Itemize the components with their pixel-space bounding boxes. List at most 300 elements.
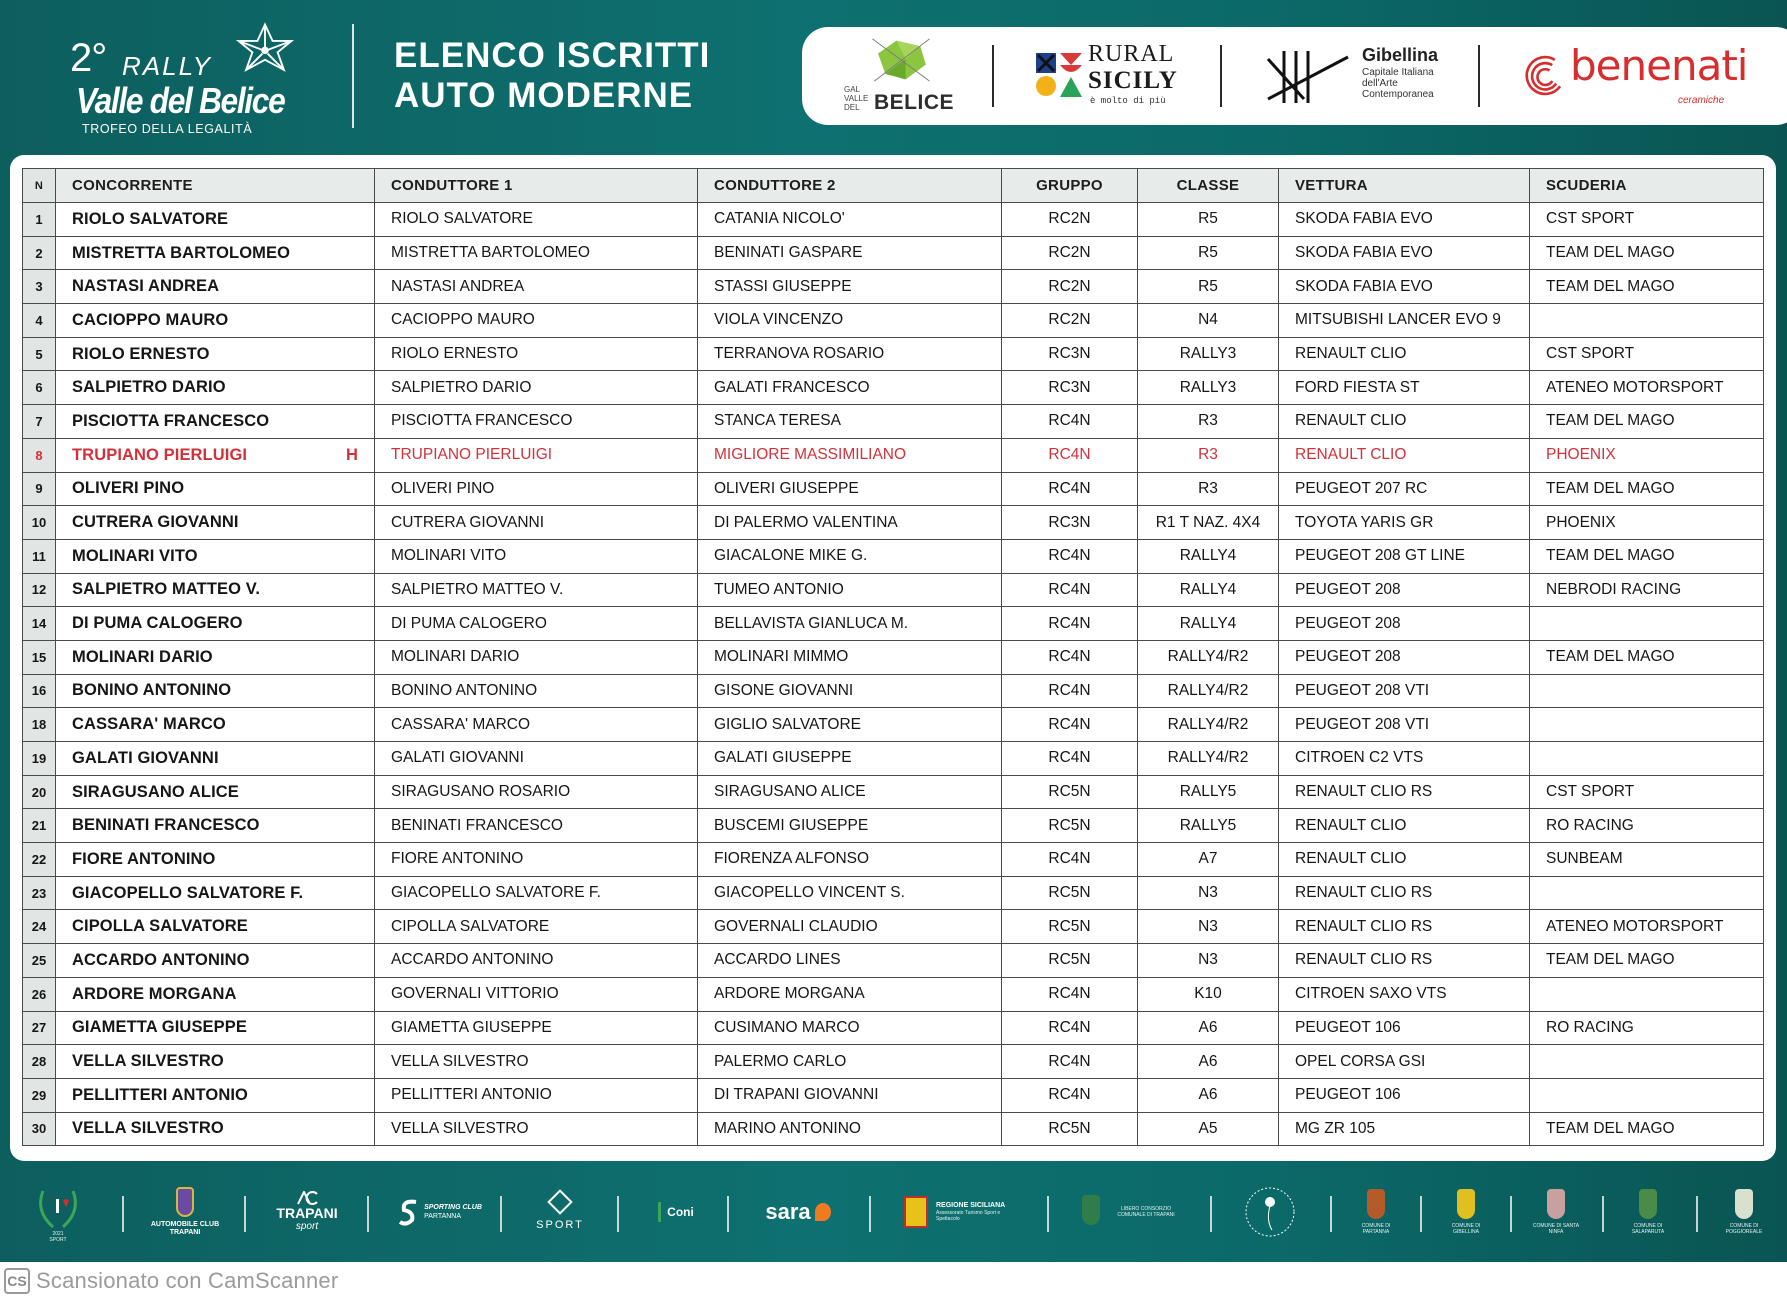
table-row — [23, 405, 1764, 439]
entry-number — [23, 438, 56, 472]
entry-conduttore-1-text: GOVERNALI VITTORIO — [391, 985, 559, 1003]
table-row — [23, 843, 1764, 877]
entry-conduttore-2-text: GIGLIO SALVATORE — [714, 715, 862, 733]
entry-scuderia-text: ATENEO MOTORSPORT — [1546, 378, 1724, 396]
entry-vettura-text: TOYOTA YARIS GR — [1295, 513, 1434, 531]
footer-logo-text: sara — [765, 1199, 811, 1224]
entry-conduttore-2-text: GOVERNALI CLAUDIO — [714, 917, 878, 935]
footer-separator — [367, 1196, 369, 1232]
entry-scuderia-text: TEAM DEL MAGO — [1546, 547, 1675, 565]
footer-logo-text: PARTANNA — [424, 1213, 462, 1220]
entry-conduttore-1 — [375, 236, 698, 270]
entry-conduttore-2 — [698, 775, 1002, 809]
entry-vettura-text: PEUGEOT 208 — [1295, 614, 1401, 632]
entry-conduttore-2 — [698, 876, 1002, 910]
table-row — [23, 304, 1764, 338]
entry-conduttore-1-text: MOLINARI VITO — [391, 547, 507, 565]
entry-scuderia — [1530, 1011, 1764, 1045]
entry-gruppo — [1002, 337, 1138, 371]
footer-separator — [244, 1196, 246, 1232]
entry-concorrente-text: RIOLO ERNESTO — [72, 344, 210, 363]
consorzio-crest-icon — [1082, 1195, 1100, 1225]
footer-separator — [1510, 1196, 1512, 1232]
entry-number-text: 25 — [31, 952, 47, 968]
entry-number — [23, 270, 56, 304]
entry-gruppo — [1002, 607, 1138, 641]
entry-gruppo-text: RC5N — [1048, 884, 1091, 902]
footer-logo-comune-santa-ninfa — [1530, 1174, 1582, 1250]
entry-conduttore-2-text: OLIVERI GIUSEPPE — [714, 479, 859, 497]
entry-scuderia-text: RO RACING — [1546, 1018, 1634, 1036]
entry-conduttore-2-text: ARDORE MORGANA — [714, 985, 865, 1003]
entry-conduttore-2 — [698, 674, 1002, 708]
entry-scuderia — [1530, 1045, 1764, 1079]
entry-conduttore-2 — [698, 1011, 1002, 1045]
entry-scuderia — [1530, 573, 1764, 607]
entry-number — [23, 573, 56, 607]
entry-conduttore-1 — [375, 539, 698, 573]
entry-concorrente — [56, 236, 375, 270]
entry-conduttore-2 — [698, 472, 1002, 506]
entry-scuderia — [1530, 944, 1764, 978]
entry-number-text: 7 — [35, 413, 43, 429]
table-row — [23, 977, 1764, 1011]
entry-number-text: 20 — [31, 784, 47, 800]
entry-conduttore-1-text: ACCARDO ANTONINO — [391, 951, 554, 969]
entry-vettura — [1279, 1011, 1530, 1045]
entry-number-text: 23 — [31, 885, 47, 901]
entry-vettura — [1279, 472, 1530, 506]
entry-conduttore-2-text: MIGLIORE MASSIMILIANO — [714, 446, 907, 464]
entry-gruppo-text: RC2N — [1048, 311, 1091, 329]
footer-logo-comune-partanna — [1350, 1174, 1402, 1250]
entry-scuderia — [1530, 304, 1764, 338]
sponsor-separator — [1220, 45, 1222, 107]
entry-gruppo — [1002, 539, 1138, 573]
page-title-line-1: ELENCO ISCRITTI — [394, 36, 711, 75]
table-row — [23, 944, 1764, 978]
entry-conduttore-2 — [698, 640, 1002, 674]
entry-conduttore-1-text: PISCIOTTA FRANCESCO — [391, 412, 573, 430]
entry-gruppo-text: RC4N — [1048, 715, 1091, 733]
sara-flame-icon — [815, 1203, 831, 1221]
entry-conduttore-2 — [698, 438, 1002, 472]
entry-vettura-text: RENAULT CLIO RS — [1295, 917, 1433, 935]
entry-number-text: 29 — [31, 1087, 47, 1103]
entry-conduttore-1 — [375, 337, 698, 371]
entry-conduttore-1 — [375, 1045, 698, 1079]
entry-vettura-text: PEUGEOT 106 — [1295, 1086, 1401, 1104]
footer-logo-text: COMUNE DI SALAPARUTA — [1631, 1223, 1665, 1235]
entry-gruppo — [1002, 304, 1138, 338]
entry-gruppo-text: RC4N — [1048, 648, 1091, 666]
entry-number-text: 24 — [31, 919, 47, 935]
entry-concorrente — [56, 371, 375, 405]
footer-separator — [727, 1196, 729, 1232]
entry-gruppo-text: RC2N — [1048, 210, 1091, 228]
entry-gruppo — [1002, 944, 1138, 978]
entry-conduttore-1-text: CACIOPPO MAURO — [391, 311, 535, 329]
entry-conduttore-2-text: GIACALONE MIKE G. — [714, 547, 868, 565]
table-row — [23, 1112, 1764, 1146]
entry-vettura-text: SKODA FABIA EVO — [1295, 244, 1433, 262]
entry-vettura-text: RENAULT CLIO RS — [1295, 951, 1433, 969]
table-row — [23, 472, 1764, 506]
entry-classe — [1138, 236, 1279, 270]
entry-gruppo — [1002, 977, 1138, 1011]
entry-conduttore-1 — [375, 472, 698, 506]
entry-gruppo-text: RC4N — [1048, 614, 1091, 632]
page-title-line-2: AUTO MODERNE — [394, 76, 694, 115]
table-row — [23, 438, 1764, 472]
entry-number — [23, 674, 56, 708]
entry-gruppo — [1002, 809, 1138, 843]
column-header-vettura: VETTURA — [1279, 169, 1530, 203]
entry-conduttore-1 — [375, 304, 698, 338]
entry-classe-text: RALLY4/R2 — [1167, 715, 1249, 733]
entry-conduttore-2 — [698, 506, 1002, 540]
entry-gruppo-text: RC4N — [1048, 749, 1091, 767]
entry-number — [23, 843, 56, 877]
entry-scuderia — [1530, 775, 1764, 809]
entry-conduttore-1-text: SIRAGUSANO ROSARIO — [391, 783, 571, 801]
entry-classe — [1138, 944, 1279, 978]
entry-number-text: 22 — [31, 851, 47, 867]
entry-scuderia — [1530, 1078, 1764, 1112]
entry-vettura — [1279, 742, 1530, 776]
entry-scuderia — [1530, 910, 1764, 944]
entry-conduttore-1-text: CIPOLLA SALVATORE — [391, 917, 550, 935]
entry-conduttore-1-text: PELLITTERI ANTONIO — [391, 1086, 552, 1104]
entry-classe-text: RALLY4 — [1179, 580, 1237, 598]
benenati-swirl-icon — [1522, 41, 1568, 113]
benenati-sub: ceramiche — [1678, 95, 1725, 106]
entry-concorrente-text: FIORE ANTONINO — [72, 849, 216, 868]
entry-gruppo — [1002, 371, 1138, 405]
entry-conduttore-1 — [375, 270, 698, 304]
entry-concorrente-text: SIRAGUSANO ALICE — [72, 782, 239, 801]
entry-gruppo — [1002, 506, 1138, 540]
entry-scuderia-text: TEAM DEL MAGO — [1546, 479, 1675, 497]
entry-classe — [1138, 438, 1279, 472]
entry-gruppo-text: RC5N — [1048, 951, 1091, 969]
sporting-s-icon — [398, 1198, 420, 1226]
table-row — [23, 1078, 1764, 1112]
table-header-row — [23, 169, 1764, 203]
entry-list-table — [22, 168, 1764, 1146]
entry-number — [23, 539, 56, 573]
entry-gruppo — [1002, 1045, 1138, 1079]
entry-classe — [1138, 977, 1279, 1011]
aci-crest-icon — [176, 1187, 194, 1217]
entry-classe-text: R5 — [1198, 277, 1218, 295]
laurel-icon — [33, 1181, 83, 1231]
entry-gruppo-text: RC4N — [1048, 1018, 1091, 1036]
entry-scuderia-text: TEAM DEL MAGO — [1546, 244, 1675, 262]
entry-scuderia — [1530, 876, 1764, 910]
entry-concorrente-text: SALPIETRO MATTEO V. — [72, 580, 261, 599]
entry-vettura — [1279, 270, 1530, 304]
entry-conduttore-1 — [375, 876, 698, 910]
entry-concorrente — [56, 944, 375, 978]
entry-gruppo — [1002, 742, 1138, 776]
table-row — [23, 371, 1764, 405]
entry-number — [23, 708, 56, 742]
entry-number — [23, 1078, 56, 1112]
entry-classe — [1138, 1112, 1279, 1146]
entry-classe-text: RALLY4 — [1179, 547, 1237, 565]
entry-classe — [1138, 539, 1279, 573]
entry-scuderia — [1530, 607, 1764, 641]
entry-classe — [1138, 337, 1279, 371]
entry-classe-text: A7 — [1198, 850, 1218, 868]
footer-logo-text: TRAPANI — [276, 1205, 338, 1221]
sponsor-bar — [802, 27, 1787, 125]
footer-logo-automobile-club-trapani — [150, 1174, 220, 1250]
entry-vettura-text: OPEL CORSA GSI — [1295, 1052, 1426, 1070]
entry-classe-text: RALLY5 — [1179, 783, 1237, 801]
rally-edition: 2° — [70, 36, 107, 80]
entry-vettura-text: RENAULT CLIO RS — [1295, 783, 1433, 801]
table-row — [23, 573, 1764, 607]
entry-concorrente — [56, 472, 375, 506]
entry-vettura — [1279, 809, 1530, 843]
table-row — [23, 607, 1764, 641]
entry-conduttore-1-text: NASTASI ANDREA — [391, 277, 525, 295]
entry-number — [23, 405, 56, 439]
entry-classe-text: A6 — [1198, 1086, 1218, 1104]
footer-logo-text: AUTOMOBILE CLUB TRAPANI — [150, 1221, 220, 1236]
entry-conduttore-1-text: SALPIETRO DARIO — [391, 378, 532, 396]
entry-conduttore-2 — [698, 236, 1002, 270]
entry-number-text: 3 — [35, 279, 43, 295]
entry-conduttore-2-text: TUMEO ANTONIO — [714, 580, 844, 598]
entry-conduttore-1-text: MISTRETTA BARTOLOMEO — [391, 244, 590, 262]
entry-number-text: 16 — [31, 683, 47, 699]
entry-vettura — [1279, 607, 1530, 641]
entry-classe-text: RALLY3 — [1179, 378, 1237, 396]
entry-scuderia-text: TEAM DEL MAGO — [1546, 1119, 1675, 1137]
entry-conduttore-2 — [698, 607, 1002, 641]
entry-conduttore-1-text: CASSARA' MARCO — [391, 715, 531, 733]
entry-gruppo — [1002, 640, 1138, 674]
entry-conduttore-1 — [375, 843, 698, 877]
entry-gruppo — [1002, 405, 1138, 439]
entry-gruppo-text: RC4N — [1048, 1086, 1091, 1104]
entry-conduttore-1 — [375, 506, 698, 540]
entry-gruppo — [1002, 775, 1138, 809]
entry-concorrente-text: RIOLO SALVATORE — [72, 209, 229, 228]
entry-conduttore-1 — [375, 708, 698, 742]
entry-number — [23, 944, 56, 978]
entry-concorrente — [56, 775, 375, 809]
footer-logo-text: SPORTING CLUB — [424, 1204, 482, 1211]
entry-scuderia — [1530, 843, 1764, 877]
entry-concorrente — [56, 304, 375, 338]
footer-logo-text: Coni — [667, 1205, 694, 1219]
entry-number-text: 18 — [31, 717, 47, 733]
entry-concorrente-text: VELLA SILVESTRO — [72, 1119, 224, 1138]
entry-scuderia — [1530, 203, 1764, 237]
table-row — [23, 539, 1764, 573]
entry-conduttore-2 — [698, 742, 1002, 776]
entry-vettura — [1279, 506, 1530, 540]
entry-conduttore-2-text: BENINATI GASPARE — [714, 244, 863, 262]
entry-gruppo — [1002, 438, 1138, 472]
entry-conduttore-1 — [375, 977, 698, 1011]
footer-logo-text: LIBERO CONSORZIO COMUNALE DI TRAPANI — [1117, 1206, 1175, 1218]
entry-classe — [1138, 876, 1279, 910]
footer-separator — [500, 1196, 502, 1232]
entry-concorrente-text: PELLITTERI ANTONIO — [72, 1085, 248, 1104]
entry-conduttore-1 — [375, 742, 698, 776]
page-title — [394, 36, 710, 116]
entry-classe — [1138, 1011, 1279, 1045]
entry-vettura — [1279, 944, 1530, 978]
entry-conduttore-2-text: GISONE GIOVANNI — [714, 681, 854, 699]
sponsor-benenati — [1522, 41, 1762, 113]
entry-classe — [1138, 843, 1279, 877]
entry-number — [23, 607, 56, 641]
entry-gruppo-text: RC4N — [1048, 547, 1091, 565]
entry-scuderia-text: TEAM DEL MAGO — [1546, 951, 1675, 969]
entry-number — [23, 910, 56, 944]
footer-separator — [1330, 1196, 1332, 1232]
footer-sponsors — [0, 1162, 1787, 1262]
table-row — [23, 1045, 1764, 1079]
entry-concorrente-text: GALATI GIOVANNI — [72, 748, 219, 767]
entry-concorrente-text: VELLA SILVESTRO — [72, 1052, 224, 1071]
column-header-conduttore-2: CONDUTTORE 2 — [698, 169, 1002, 203]
entry-conduttore-2 — [698, 203, 1002, 237]
entry-scuderia — [1530, 708, 1764, 742]
entry-number-text: 9 — [35, 481, 43, 497]
table-row — [23, 809, 1764, 843]
entry-conduttore-1 — [375, 1011, 698, 1045]
entry-vettura-text: PEUGEOT 208 VTI — [1295, 715, 1430, 733]
entry-vettura — [1279, 539, 1530, 573]
entry-number-text: 12 — [31, 582, 47, 598]
entry-gruppo — [1002, 1078, 1138, 1112]
sponsor-separator — [1478, 45, 1480, 107]
entry-classe — [1138, 472, 1279, 506]
table-row — [23, 203, 1764, 237]
entry-classe-text: R3 — [1198, 479, 1218, 497]
entry-conduttore-2-text: DI TRAPANI GIOVANNI — [714, 1086, 879, 1104]
entry-classe-text: R5 — [1198, 210, 1218, 228]
entry-concorrente — [56, 674, 375, 708]
entry-vettura-text: MITSUBISHI LANCER EVO 9 — [1295, 311, 1501, 329]
entry-gruppo — [1002, 910, 1138, 944]
entry-conduttore-2 — [698, 809, 1002, 843]
entry-conduttore-2 — [698, 1045, 1002, 1079]
entry-conduttore-2 — [698, 405, 1002, 439]
footer-separator — [617, 1196, 619, 1232]
entry-conduttore-2 — [698, 371, 1002, 405]
entry-number-text: 21 — [31, 818, 47, 834]
entry-conduttore-1-text: VELLA SILVESTRO — [391, 1119, 529, 1137]
sponsor-gal-valle-del-belice — [844, 37, 974, 117]
flower-logo-icon — [220, 22, 310, 80]
entry-concorrente-text: ACCARDO ANTONINO — [72, 950, 250, 969]
entry-vettura — [1279, 304, 1530, 338]
entry-gruppo — [1002, 843, 1138, 877]
entry-concorrente — [56, 506, 375, 540]
entry-number — [23, 1011, 56, 1045]
footer-logo-text: SPORT — [49, 1237, 67, 1243]
camscanner-watermark — [4, 1264, 338, 1298]
entry-classe-text: N4 — [1198, 311, 1218, 329]
entry-concorrente — [56, 270, 375, 304]
sponsor-separator — [992, 45, 994, 107]
entry-classe-text: R3 — [1198, 446, 1218, 464]
entry-concorrente — [56, 1112, 375, 1146]
entry-conduttore-2-text: ACCARDO LINES — [714, 951, 841, 969]
footer-logo-i-love-sport — [28, 1174, 88, 1250]
footer-logo-coni — [648, 1174, 704, 1250]
entry-gruppo — [1002, 1011, 1138, 1045]
entry-number — [23, 809, 56, 843]
entry-vettura-text: SKODA FABIA EVO — [1295, 277, 1433, 295]
entry-concorrente-text: CACIOPPO MAURO — [72, 310, 229, 329]
entry-scuderia-text: TEAM DEL MAGO — [1546, 412, 1675, 430]
entry-scuderia — [1530, 742, 1764, 776]
entry-vettura — [1279, 674, 1530, 708]
entry-classe-text: RALLY5 — [1179, 816, 1237, 834]
rural-line-2: SICILY — [1088, 67, 1178, 94]
entry-gruppo-text: RC4N — [1048, 479, 1091, 497]
entry-gruppo-text: RC4N — [1048, 446, 1091, 464]
entry-scuderia — [1530, 1112, 1764, 1146]
entry-conduttore-2-text: DI PALERMO VALENTINA — [714, 513, 898, 531]
entry-vettura — [1279, 1045, 1530, 1079]
footer-separator — [1210, 1196, 1212, 1232]
entry-classe-text: N3 — [1198, 951, 1218, 969]
entry-concorrente-text: GIACOPELLO SALVATORE F. — [72, 883, 304, 902]
table-row — [23, 640, 1764, 674]
entry-number-text: 1 — [35, 211, 43, 227]
table-row — [23, 910, 1764, 944]
entry-concorrente — [56, 607, 375, 641]
entry-classe — [1138, 405, 1279, 439]
entry-conduttore-1-text: BENINATI FRANCESCO — [391, 816, 563, 834]
entry-vettura-text: RENAULT CLIO — [1295, 816, 1407, 834]
footer-logo-comune-poggioreale — [1716, 1174, 1772, 1250]
entry-gruppo-text: RC4N — [1048, 580, 1091, 598]
gal-small-text: GAL VALLE DEL — [844, 85, 869, 112]
entry-conduttore-2 — [698, 1112, 1002, 1146]
entry-conduttore-2 — [698, 944, 1002, 978]
entry-scuderia — [1530, 438, 1764, 472]
entry-scuderia-text: NEBRODI RACING — [1546, 580, 1682, 598]
entry-classe — [1138, 506, 1279, 540]
entry-conduttore-2 — [698, 573, 1002, 607]
santa-ninfa-crest-icon — [1547, 1189, 1565, 1219]
entry-gruppo-text: RC5N — [1048, 1119, 1091, 1137]
entry-conduttore-2-text: GALATI GIUSEPPE — [714, 749, 852, 767]
table-row — [23, 708, 1764, 742]
footer-separator — [122, 1196, 124, 1232]
entry-conduttore-2-text: PALERMO CARLO — [714, 1052, 847, 1070]
entry-conduttore-2 — [698, 843, 1002, 877]
entry-conduttore-2-text: FIORENZA ALFONSO — [714, 850, 870, 868]
entry-number-text: 30 — [31, 1121, 47, 1137]
entry-flag: H — [345, 445, 358, 464]
entry-conduttore-2-text: GALATI FRANCESCO — [714, 378, 870, 396]
entry-conduttore-2 — [698, 977, 1002, 1011]
entry-vettura — [1279, 371, 1530, 405]
salaparuta-crest-icon — [1639, 1189, 1657, 1219]
